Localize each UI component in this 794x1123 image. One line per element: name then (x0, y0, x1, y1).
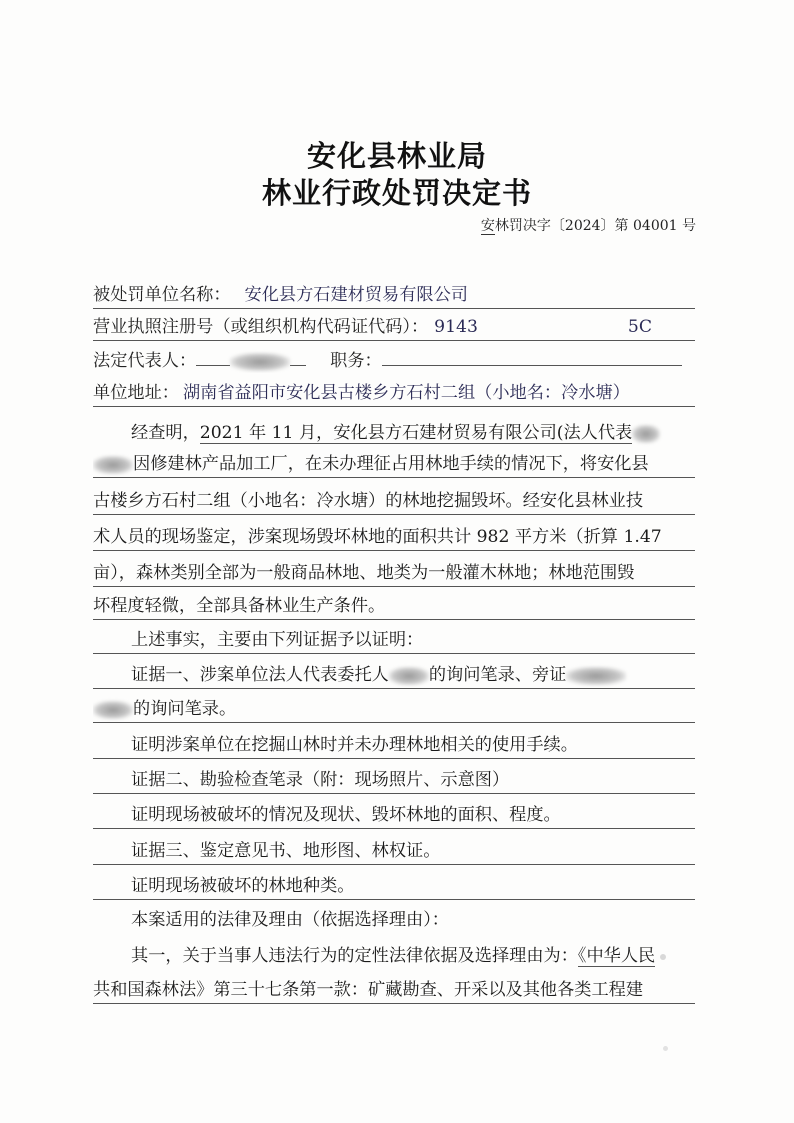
evidence-1-line-1 (93, 663, 695, 689)
body-line-2 (93, 452, 695, 478)
scan-speck (663, 1046, 668, 1051)
unit-name-label: 被处罚单位名称： (93, 285, 231, 305)
body-text: 亩），森林类别全部为一般商品林地、地类为一般灌木林地；林地范围毁 (93, 563, 635, 583)
body-text: 因修建林产品加工厂，在未办理征占用林地手续的情况下，将安化县 (133, 454, 649, 474)
name-redacted (389, 667, 429, 685)
scan-speck (660, 954, 666, 960)
evidence-3-proof (93, 874, 695, 900)
body-text: 证据三、鉴定意见书、地形图、林权证。 (131, 841, 441, 861)
representative-line (93, 347, 695, 373)
evidence-1-proof (93, 733, 695, 759)
name-redacted (632, 425, 660, 443)
name-redacted (566, 667, 626, 685)
body-line-6 (93, 594, 695, 620)
evidence-intro-line (93, 628, 695, 654)
body-text: 证据一、涉案单位法人代表委托人 (131, 665, 389, 685)
evidence-1-line-2 (93, 697, 695, 723)
license-label: 营业执照注册号（或组织机构代码证代码）： (93, 317, 429, 337)
unit-name-value: 安化县方石建材贸易有限公司 (244, 285, 468, 305)
license-value-start: 9143 (434, 317, 478, 337)
evidence-2-line (93, 768, 695, 794)
body-text: 2021 年 11 月，安化县方石建材贸易有限公司(法人代表 (199, 423, 633, 443)
body-text: 的询问笔录、旁证 (428, 665, 567, 685)
body-line-4 (93, 525, 695, 551)
body-line-1 (93, 421, 695, 447)
representative-redacted (230, 353, 290, 371)
body-text: 《中华人民 (577, 946, 656, 966)
body-text: 经查明， (131, 423, 200, 443)
law-intro-line (93, 908, 695, 934)
body-text: 其一，关于当事人违法行为的定性法律依据及选择理由为： (131, 946, 578, 966)
address-value: 湖南省益阳市安化县古楼乡方石村二组（小地名：冷水塘） (182, 383, 630, 403)
body-text: 术人员的现场鉴定，涉案现场毁坏林地的面积共计 982 平方米（折算 1.47 (93, 527, 662, 547)
position-label: 职务： (330, 351, 382, 371)
document-number (481, 215, 696, 235)
document-number-rest: 林罚决字〔2024〕第 04001 号 (494, 218, 696, 234)
license-line (93, 315, 695, 341)
body-text: 上述事实，主要由下列证据予以证明： (131, 630, 424, 650)
evidence-2-proof (93, 803, 695, 829)
agency-title: 安化县林业局 (306, 139, 487, 173)
body-line-5 (93, 561, 695, 587)
body-text: 证明现场被破坏的情况及现状、毁坏林地的面积、程度。 (131, 805, 561, 825)
body-text: 坏程度轻微，全部具备林业生产条件。 (93, 596, 386, 616)
body-text: 本案适用的法律及理由（依据选择理由）： (131, 910, 449, 930)
body-text: 证明涉案单位在挖掘山林时并未办理林地相关的使用手续。 (131, 735, 578, 755)
representative-label: 法定代表人： (93, 351, 197, 371)
unit-name-line (93, 283, 695, 309)
address-line (93, 381, 695, 407)
law-1-line-2 (93, 978, 695, 1004)
license-value-end: 5C (627, 317, 652, 337)
body-text: 的询问笔录。 (133, 699, 237, 719)
evidence-3-line (93, 839, 695, 865)
document-number-prefix: 安 (480, 218, 495, 234)
name-redacted (93, 701, 133, 719)
body-line-3 (93, 489, 695, 515)
body-text: 共和国森林法》第三十七条第一款：矿藏勘查、开采以及其他各类工程建 (93, 980, 644, 1000)
body-text: 证明现场被破坏的林地种类。 (131, 876, 355, 896)
document-title: 林业行政处罚决定书 (261, 176, 532, 210)
body-text: 证据二、勘验检查笔录（附：现场照片、示意图） (131, 770, 510, 790)
law-1-line-1 (93, 944, 695, 970)
body-text: 古楼乡方石村二组（小地名：冷水塘）的林地挖掘毁坏。经安化县林业技 (93, 491, 644, 511)
name-redacted (93, 456, 133, 474)
address-label: 单位地址： (93, 383, 179, 403)
